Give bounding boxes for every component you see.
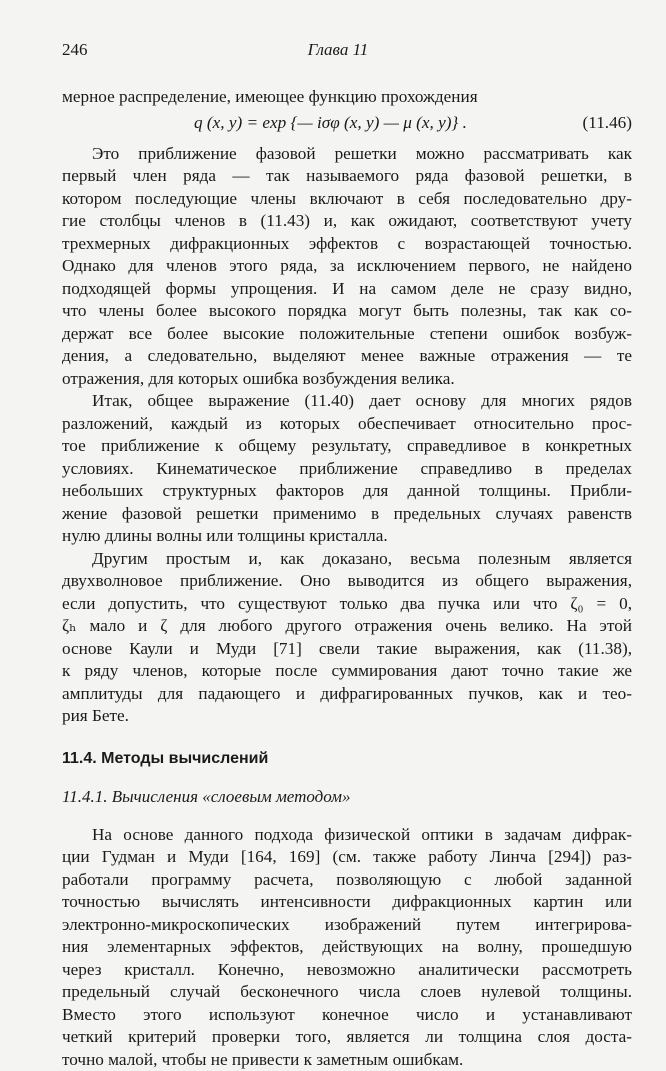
page-body xyxy=(62,86,632,1071)
text-line: рия Бете. xyxy=(62,705,632,728)
text-line: нулю длины волны или толщины кристалла. xyxy=(62,525,632,548)
text-line: электронно-микроскопических изображений путем интегрирова- xyxy=(62,914,632,937)
lead-line: мерное распределение, имеющее функцию прохождения xyxy=(62,86,632,109)
text-line: Однако для членов этого ряда, за исключением первого, не найдено xyxy=(62,255,632,278)
text-line: разложений, каждый из которых обеспечивает относительно прос- xyxy=(62,413,632,436)
text-line: держат все более высокие положительные степени ошибок возбуж- xyxy=(62,323,632,346)
equation-body: q (x, y) = exp {— iσφ (x, y) — μ (x, y)} . xyxy=(194,112,467,135)
paragraph-expansions xyxy=(62,390,632,548)
text-line: жение фазовой решетки применимо в предельных случаях равенств xyxy=(62,503,632,526)
text-line: четкий критерий проверки того, является ли толщина слоя доста- xyxy=(62,1026,632,1049)
text-line: к ряду членов, которые после суммирования дают точно такие же xyxy=(62,660,632,683)
section-heading: 11.4. Методы вычислений xyxy=(62,748,632,770)
equation-number: (11.46) xyxy=(583,112,632,135)
text-line: основе Каули и Муди [71] свели такие выражения, как (11.38), xyxy=(62,638,632,661)
text-line: работали программу расчета, позволяющую с любой заданной xyxy=(62,869,632,892)
running-header xyxy=(62,40,614,62)
text-line: Итак, общее выражение (11.40) дает основу для многих рядов xyxy=(62,390,632,413)
text-line: ции Гудман и Муди [164, 169] (см. также работу Линча [294]) раз- xyxy=(62,846,632,869)
text-line: двухволновое приближение. Оно выводится из общего выражения, xyxy=(62,570,632,593)
text-line: отражения, для которых ошибка возбуждения велика. xyxy=(62,368,632,391)
text-line: гие столбцы членов в (11.43) и, как ожидают, соответствуют учету xyxy=(62,210,632,233)
text-line: амплитуды для падающего и дифрагированных пучков, как и тео- xyxy=(62,683,632,706)
text-line: подходящей формы упрощения. И на самом деле не сразу видно, xyxy=(62,278,632,301)
text-line: небольших структурных факторов для данной толщины. Прибли- xyxy=(62,480,632,503)
paragraph-two-beam xyxy=(62,548,632,728)
text-line: трехмерных дифракционных эффектов с возрастающей точностью. xyxy=(62,233,632,256)
subsection-heading: 11.4.1. Вычисления «слоевым методом» xyxy=(62,786,632,808)
text-line: что члены более высокого порядка могут быть полезны, так как со- xyxy=(62,300,632,323)
text-line: ния элементарных эффектов, действующих на волну, прошедшую xyxy=(62,936,632,959)
text-line: через кристалл. Конечно, невозможно аналитически рассмотреть xyxy=(62,959,632,982)
text-line: точно малой, чтобы не привести к заметным ошибкам. xyxy=(62,1049,632,1071)
text-line: Это приближение фазовой решетки можно рассматривать как xyxy=(62,143,632,166)
equation xyxy=(62,109,632,139)
page-number: 246 xyxy=(62,40,88,60)
text-line: дения, а следовательно, выделяют менее важные отражения — те xyxy=(62,345,632,368)
text-line: тое приближение к общему результату, справедливое в конкретных xyxy=(62,435,632,458)
paragraph-layer-method xyxy=(62,824,632,1071)
text-line: ζₕ мало и ζ для любого другого отражения очень велико. На этой xyxy=(62,615,632,638)
chapter-title: Глава 11 xyxy=(62,40,614,60)
text-line: На основе данного подхода физической оптики в задачам дифрак- xyxy=(62,824,632,847)
paragraph-phase-grating xyxy=(62,143,632,391)
text-line: Другим простым и, как доказано, весьма полезным является xyxy=(62,548,632,571)
text-line: если допустить, что существуют только два пучка или что ζ₀ = 0, xyxy=(62,593,632,616)
text-line: условиях. Кинематическое приближение справедливо в пределах xyxy=(62,458,632,481)
text-line: первый член ряда — так называемого ряда фазовой решетки, в xyxy=(62,165,632,188)
text-line: котором последующие члены включают в себя последовательно дру- xyxy=(62,188,632,211)
text-line: точностью вычислять интенсивности дифракционных картин или xyxy=(62,891,632,914)
text-line: предельный случай бесконечного числа слоев нулевой толщины. xyxy=(62,981,632,1004)
text-line: Вместо этого используют конечное число и устанавливают xyxy=(62,1004,632,1027)
